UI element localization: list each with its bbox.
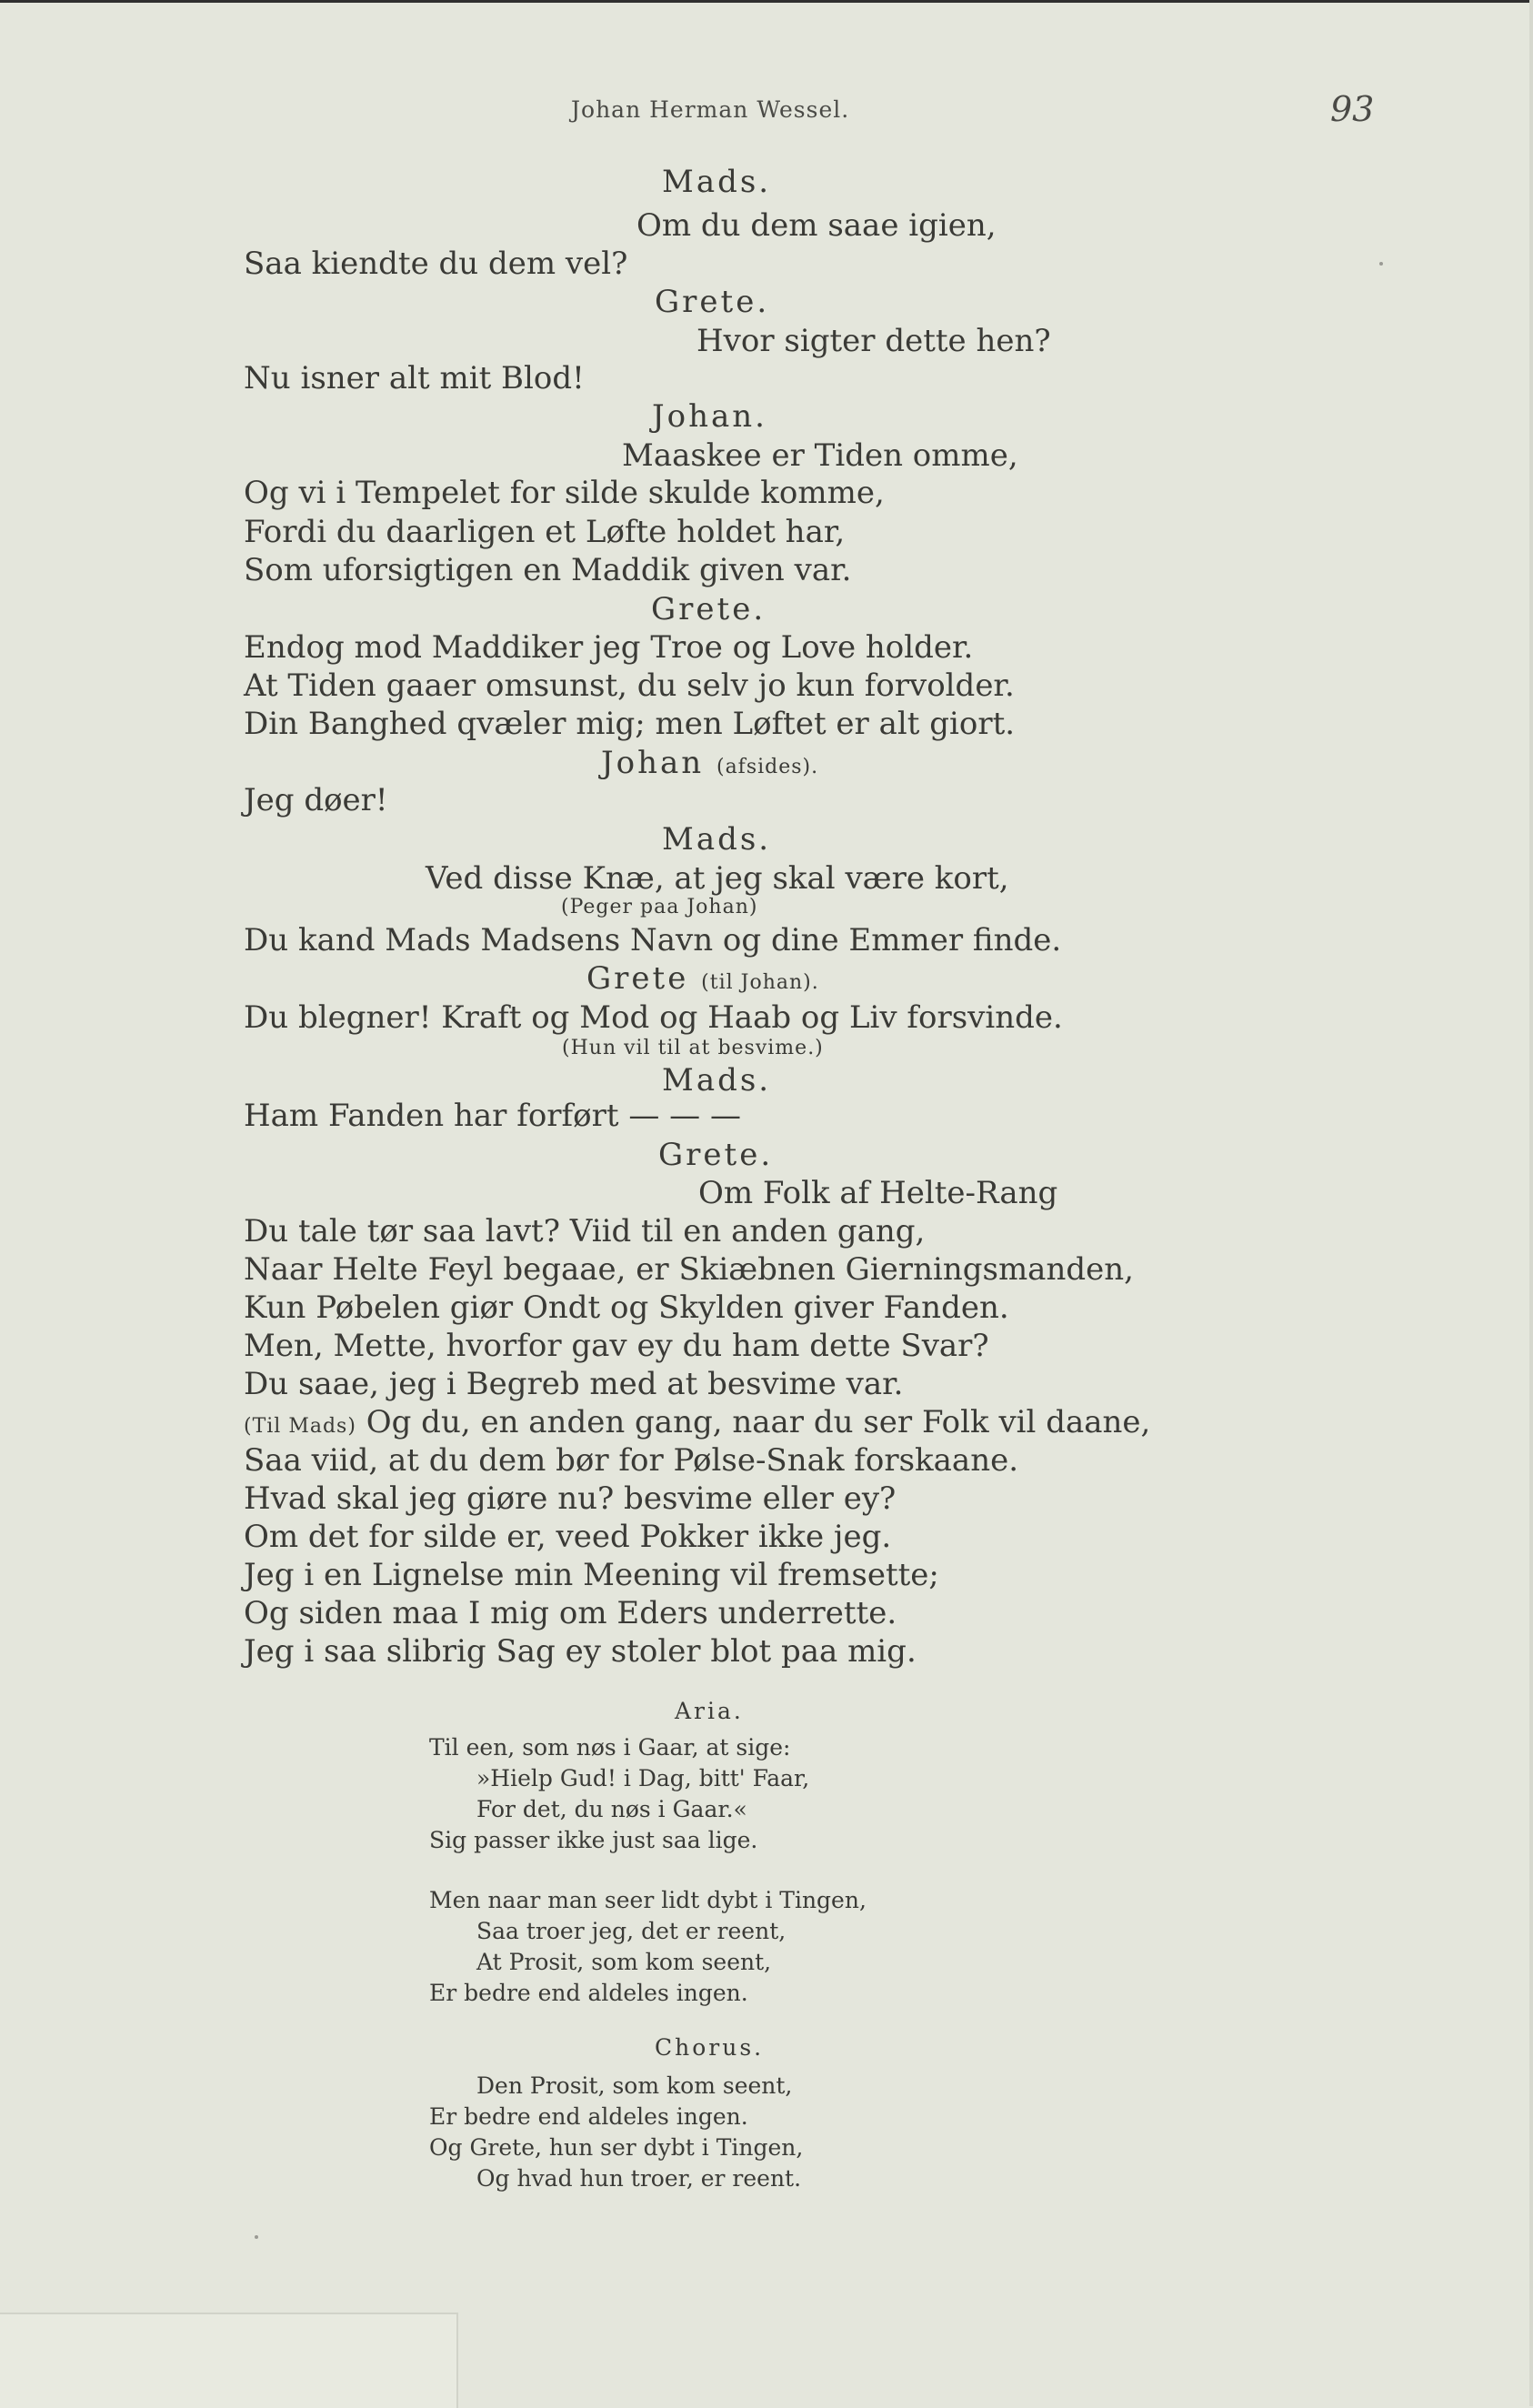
song-line: Og Grete, hun ser dybt i Tingen,: [429, 2134, 804, 2161]
verse-line: Hvor sigter dette hen?: [696, 323, 1051, 359]
page-header: [0, 89, 1533, 135]
song-line: Til een, som nøs i Gaar, at sige:: [429, 1734, 791, 1761]
scan-right-edge: [1529, 0, 1533, 2406]
stage-direction: (Til Mads): [244, 1415, 356, 1438]
verse-line: Din Banghed qvæler mig; men Løftet er alt giort.: [244, 706, 1016, 742]
verse-line: At Tiden gaaer omsunst, du selv jo kun forvolder.: [244, 667, 1015, 704]
verse-line: Saa kiendte du dem vel?: [244, 246, 628, 282]
verse-line: Jeg i saa slibrig Sag ey stoler blot paa mig.: [244, 1633, 917, 1670]
speaker-label: Johan: [601, 745, 705, 781]
verse-line: Og siden maa I mig om Eders underrette.: [244, 1595, 897, 1631]
song-line: For det, du nøs i Gaar.«: [476, 1796, 747, 1822]
page-number: 93: [1330, 89, 1375, 129]
song-line: »Hielp Gud! i Dag, bitt' Faar,: [476, 1765, 810, 1791]
chorus-heading: Chorus.: [655, 2034, 765, 2061]
verse-line: Jeg døer!: [244, 782, 388, 818]
scan-speck: [255, 2235, 258, 2239]
verse-line: Maaskee er Tiden omme,: [622, 437, 1018, 474]
verse-line: Som uforsigtigen en Maddik given var.: [244, 552, 852, 588]
stage-direction: (afsides).: [716, 756, 819, 778]
verse-line: Og vi i Tempelet for silde skulde komme,: [244, 475, 885, 511]
verse-line: Kun Pøbelen giør Ondt og Skylden giver Fanden.: [244, 1289, 1009, 1326]
verse-line: Du kand Mads Madsens Navn og dine Emmer finde.: [244, 922, 1062, 958]
verse-line: Endog mod Maddiker jeg Troe og Love holder.: [244, 629, 974, 666]
verse-line: Men, Mette, hvorfor gav ey du ham dette Svar?: [244, 1328, 989, 1364]
song-line: Og hvad hun troer, er reent.: [476, 2165, 802, 2192]
verse-line: Du blegner! Kraft og Mod og Haab og Liv forsvinde.: [244, 999, 1063, 1036]
song-line: Den Prosit, som kom seent,: [476, 2072, 793, 2099]
verse-text: Og du, en anden gang, naar du ser Folk vil daane,: [366, 1404, 1151, 1440]
song-line: Sig passer ikke just saa lige.: [429, 1827, 758, 1853]
speaker-name: Johan.: [652, 398, 767, 435]
speaker-name: [601, 745, 818, 786]
running-title: Johan Herman Wessel.: [571, 96, 850, 123]
scan-paper-corner: [0, 2313, 458, 2408]
speaker-name: Mads.: [662, 164, 772, 200]
song-line: Er bedre end aldeles ingen.: [429, 2103, 748, 2130]
speaker-label: Grete: [586, 960, 689, 997]
scan-speck: [1379, 262, 1383, 266]
verse-line: [244, 1404, 1150, 1445]
song-line: Saa troer jeg, det er reent,: [476, 1918, 787, 1944]
song-line: Er bedre end aldeles ingen.: [429, 1980, 748, 2006]
verse-line: Nu isner alt mit Blod!: [244, 360, 585, 396]
verse-line: Ved disse Knæ, at jeg skal være kort,: [426, 860, 1009, 897]
speaker-name: Mads.: [662, 1062, 772, 1099]
scan-top-edge: [0, 0, 1533, 3]
verse-line: Naar Helte Feyl begaae, er Skiæbnen Gierningsmanden,: [244, 1251, 1134, 1288]
speaker-name: Grete.: [658, 1137, 774, 1173]
speaker-name: Grete.: [655, 284, 770, 320]
verse-line: Om det for silde er, veed Pokker ikke jeg.: [244, 1519, 892, 1555]
speaker-name: Mads.: [662, 821, 772, 858]
stage-direction: (Hun vil til at besvime.): [562, 1037, 824, 1059]
speaker-name: Grete.: [651, 591, 766, 627]
verse-line: Du tale tør saa lavt? Viid til en anden gang,: [244, 1213, 926, 1249]
verse-line: Fordi du daarligen et Løfte holdet har,: [244, 514, 846, 550]
verse-line: Hvad skal jeg giøre nu? besvime eller ey?: [244, 1480, 897, 1517]
verse-line: Jeg i en Lignelse min Meening vil fremsette;: [244, 1557, 939, 1593]
song-line: At Prosit, som kom seent,: [476, 1949, 772, 1975]
verse-line: Saa viid, at du dem bør for Pølse-Snak forskaane.: [244, 1442, 1019, 1479]
verse-line: Om Folk af Helte-Rang: [698, 1175, 1058, 1211]
verse-line: Om du dem saae igien,: [636, 207, 997, 244]
stage-direction: (til Johan).: [701, 971, 819, 994]
verse-line: Ham Fanden har forført — — —: [244, 1098, 741, 1134]
speaker-name: [586, 960, 819, 1001]
song-line: Men naar man seer lidt dybt i Tingen,: [429, 1887, 867, 1913]
stage-direction: (Peger paa Johan): [561, 896, 758, 918]
aria-heading: Aria.: [675, 1698, 744, 1724]
verse-line: Du saae, jeg i Begreb med at besvime var.: [244, 1366, 904, 1402]
